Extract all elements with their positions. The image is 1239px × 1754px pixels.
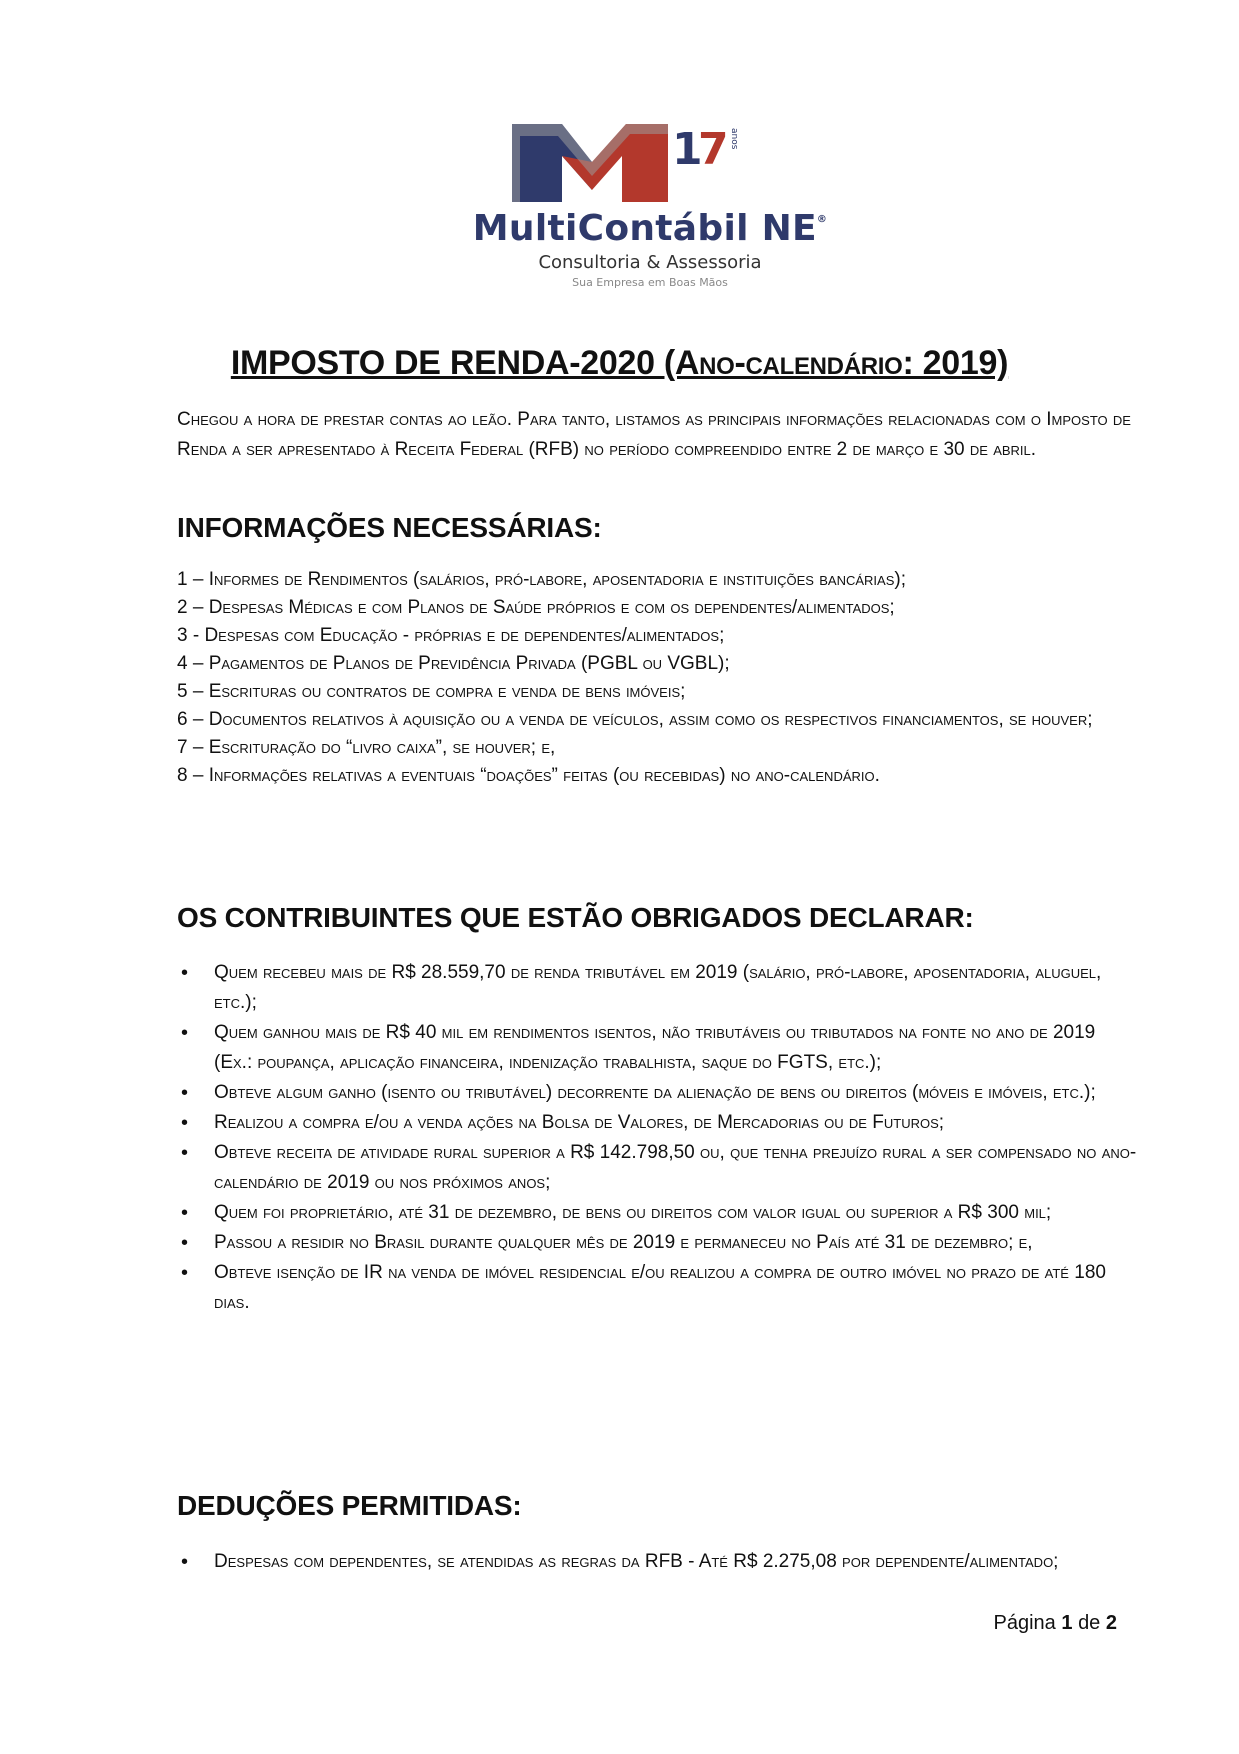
section-heading-contribuintes: OS CONTRIBUINTES QUE ESTÃO OBRIGADOS DECLARAR:: [177, 902, 974, 933]
list-item: 2 – Despesas Médicas e com Planos de Saúde próprios e com os dependentes/alimentados;: [177, 597, 895, 618]
list-item: 6 – Documentos relativos à aquisição ou a venda de veículos, assim como os respectivos financiamentos, se houver;: [177, 709, 1093, 730]
logo-mark-icon: [420, 112, 880, 208]
section-heading-informacoes: INFORMAÇÕES NECESSÁRIAS:: [177, 512, 602, 543]
list-item: 5 – Escrituras ou contratos de compra e venda de bens imóveis;: [177, 681, 686, 702]
page-title: IMPOSTO DE RENDA-2020 (Ano-calendário: 2019): [230, 344, 1009, 382]
logo-number-seven: 7: [698, 124, 729, 175]
section-heading-deducoes: DEDUÇÕES PERMITIDAS:: [177, 1490, 522, 1521]
list-item: 1 – Informes de Rendimentos (salários, pró-labore, aposentadoria e instituições bancárias);: [177, 569, 906, 590]
page-number: Página 1 de 2: [993, 1612, 1117, 1634]
deductions-list: [177, 1547, 1137, 1577]
list-item: 7 – Escrituração do “livro caixa”, se houver; e,: [177, 737, 556, 758]
list-item: • Despesas com dependentes, se atendidas as regras da RFB - Até R$ 2.275,08 por dependente/alimentado;: [177, 1547, 1137, 1577]
list-item: • Obteve receita de atividade rural superior a R$ 142.798,50 ou, que tenha prejuízo rural a ser compensado no ano-calendário de 2019 ou nos próximos anos;: [177, 1138, 1137, 1198]
logo-number: 1: [672, 124, 703, 175]
logo-anos: anos: [729, 128, 739, 150]
list-item: • Quem recebeu mais de R$ 28.559,70 de renda tributável em 2019 (salário, pró-labore, aposentadoria, aluguel, etc.);: [177, 958, 1137, 1018]
company-logo: [420, 112, 880, 292]
list-item: • Quem foi proprietário, até 31 de dezembro, de bens ou direitos com valor igual ou superior a R$ 300 mil;: [177, 1198, 1137, 1228]
list-item: • Passou a residir no Brasil durante qualquer mês de 2019 e permaneceu no País até 31 de dezembro; e,: [177, 1228, 1137, 1258]
required-info-list: [177, 566, 1137, 790]
intro-paragraph: Chegou a hora de prestar contas ao leão. Para tanto, listamos as principais informações relacionadas com o Imposto de Renda a ser apresentado à Receita Federal (RFB) no período compreendido entre 2 de março e 30 de abril.: [177, 409, 1131, 460]
list-item: 3 - Despesas com Educação - próprias e de dependentes/alimentados;: [177, 625, 725, 646]
list-item: • Obteve algum ganho (isento ou tributável) decorrente da alienação de bens ou direitos (móveis e imóveis, etc.);: [177, 1078, 1137, 1108]
logo-slogan: Sua Empresa em Boas Mãos: [572, 276, 728, 289]
list-item: 4 – Pagamentos de Planos de Previdência Privada (PGBL ou VGBL);: [177, 653, 730, 674]
list-item: • Obteve isenção de IR na venda de imóvel residencial e/ou realizou a compra de outro imóvel no prazo de até 180 dias.: [177, 1258, 1137, 1318]
obligated-taxpayers-list: [177, 958, 1137, 1318]
logo-name: MultiContábil NE®: [472, 208, 828, 249]
list-item: 8 – Informações relativas a eventuais “doações” feitas (ou recebidas) no ano-calendário.: [177, 765, 880, 786]
logo-subtitle: Consultoria & Assessoria: [538, 252, 762, 273]
list-item: • Quem ganhou mais de R$ 40 mil em rendimentos isentos, não tributáveis ou tributados na fonte no ano de 2019 (Ex.: poupança, aplicação financeira, indenização trabalhista, saque do FGTS, etc.);: [177, 1018, 1137, 1078]
list-item: • Realizou a compra e/ou a venda ações na Bolsa de Valores, de Mercadorias ou de Futuros;: [177, 1108, 1137, 1138]
